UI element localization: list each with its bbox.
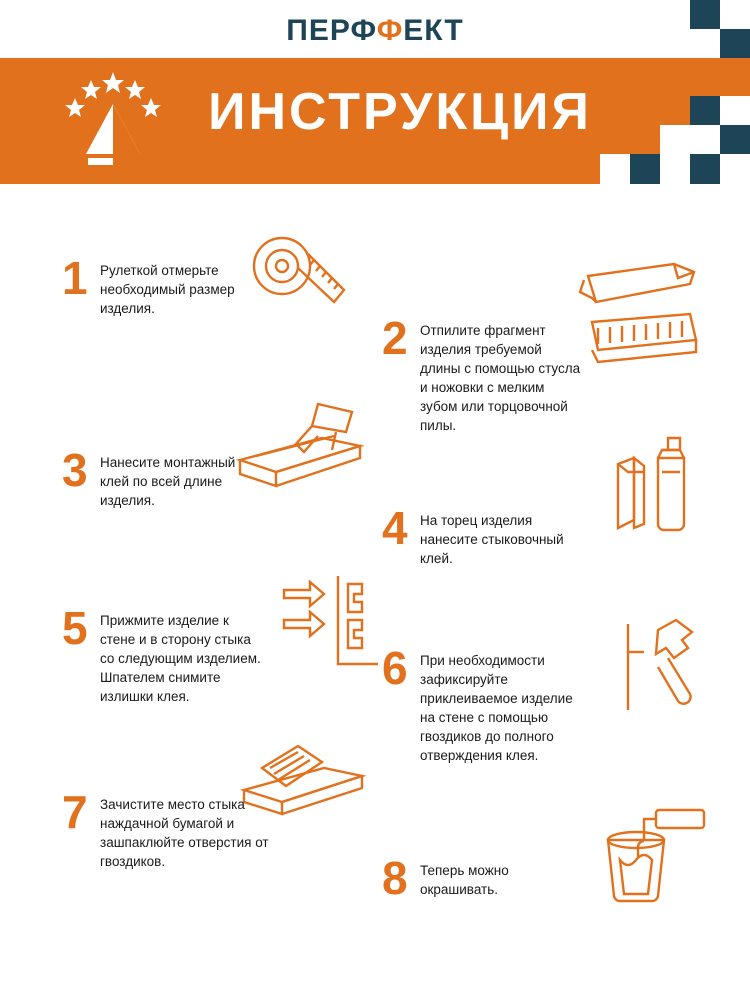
brand-bar (0, 0, 750, 58)
step-8 (382, 852, 572, 904)
step-text: Зачистите место стыка наждачной бумагой и зашпаклюйте отверстия от гвоздиков. (100, 797, 269, 869)
step-5 (62, 602, 267, 706)
step-number: 1 (62, 252, 88, 304)
step-text: Рулеткой отмерьте необходимый размер изделия. (100, 263, 235, 316)
step-text: Отпилите фрагмент изделия требуемой длины с помощью стусла и ножовки с мелким зубом или торцовочной пилы. (420, 323, 581, 433)
paint-roller-and-bucket-icon (596, 798, 716, 908)
step-6 (382, 642, 587, 765)
perfekt-tree-logo (58, 72, 168, 172)
step-number: 7 (62, 786, 88, 838)
step-3 (62, 444, 262, 510)
step-4 (382, 502, 582, 568)
step-number: 6 (382, 642, 408, 694)
brand-name (0, 14, 750, 48)
brand-name-text: ПЕРФФЕКТ (286, 14, 464, 47)
tape-measure-icon (248, 228, 358, 318)
step-2 (382, 312, 582, 435)
step-number: 8 (382, 852, 408, 904)
step-number: 2 (382, 312, 408, 364)
step-number: 4 (382, 502, 408, 554)
step-text: Нанесите монтажный клей по всей длине изделия. (100, 455, 236, 508)
step-number: 5 (62, 602, 88, 654)
step-text: На торец изделия нанесите стыковочный клей. (420, 513, 564, 566)
checker-decoration-band-right (600, 96, 750, 184)
press-arrows-to-wall-icon (276, 570, 386, 670)
step-1 (62, 252, 262, 318)
step-number: 3 (62, 444, 88, 496)
step-text: Теперь можно окрашивать. (420, 863, 509, 897)
step-7 (62, 786, 277, 871)
hammer-and-nail-icon (606, 612, 716, 722)
step-text: При необходимости зафиксируйте приклеиваемое изделие на стене с помощью гвоздиков до полного отверждения клея. (420, 653, 573, 763)
checker-decoration-top-right (690, 0, 750, 58)
hand-saw-and-miter-box-icon (578, 258, 708, 368)
step-text: Прижмите изделие к стене и в сторону стыка со следующим изделием. Шпателем снимите излишки клея. (100, 613, 261, 704)
page-title: ИНСТРУКЦИЯ (208, 83, 592, 141)
glue-tube-icon (600, 428, 710, 538)
